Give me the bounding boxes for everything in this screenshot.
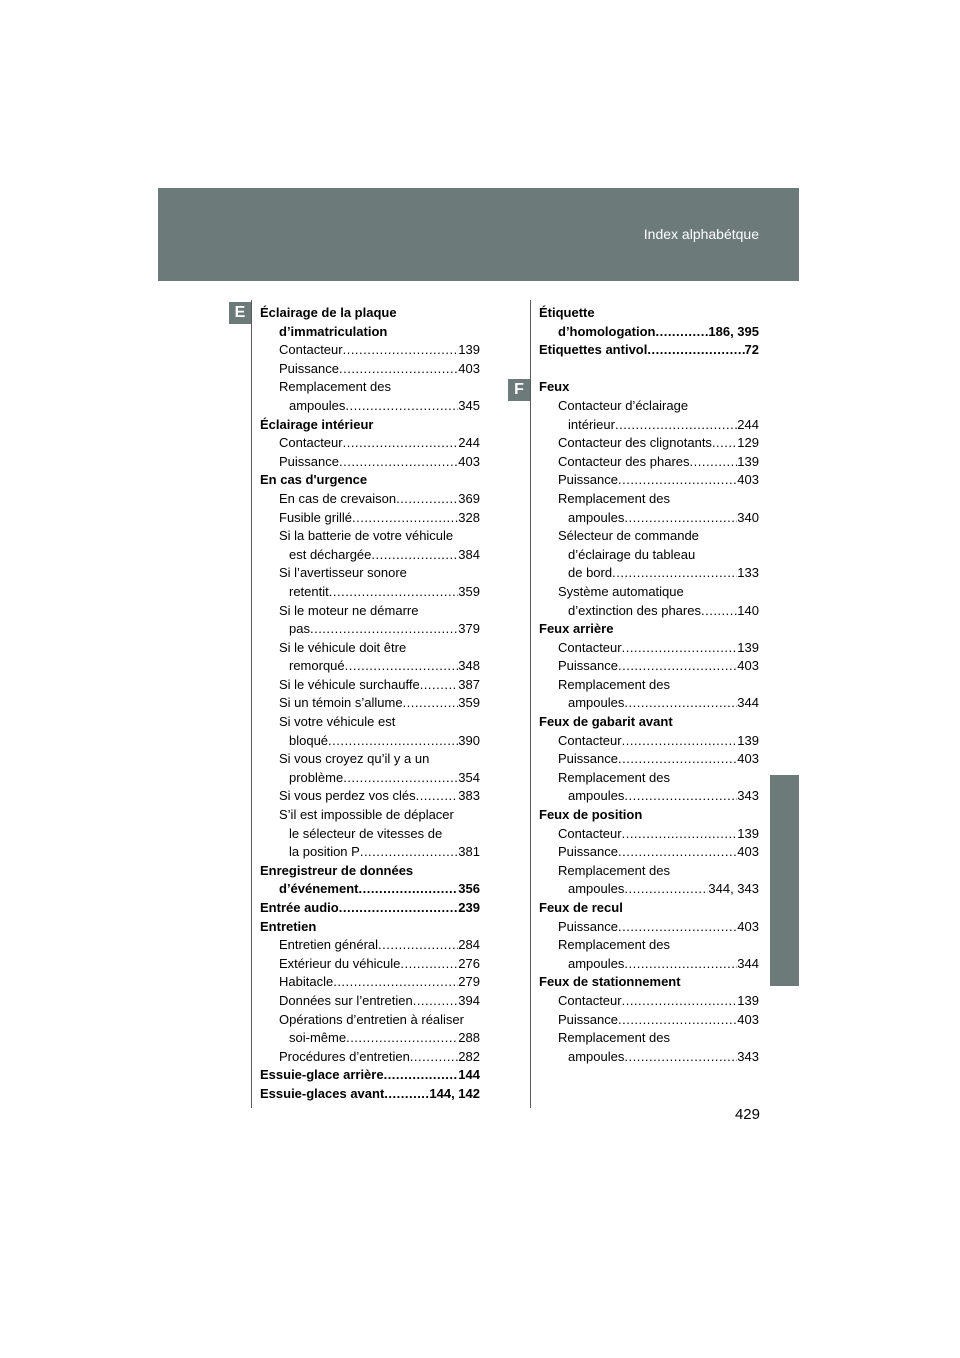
entry-text: Remplacement des bbox=[558, 676, 670, 692]
entry-text: Contacteur bbox=[279, 342, 343, 358]
entry-text: Puissance bbox=[279, 453, 339, 469]
page-reference[interactable]: 348 bbox=[458, 658, 480, 674]
entry-spacer bbox=[539, 360, 759, 379]
entry-text: Contacteur bbox=[558, 825, 622, 841]
entry-text: intérieur bbox=[568, 416, 615, 432]
index-subentry bbox=[539, 955, 759, 974]
index-subentry bbox=[539, 323, 759, 342]
dot-leader bbox=[618, 918, 737, 937]
entry-text: Étiquette bbox=[539, 305, 595, 320]
index-entry bbox=[539, 341, 759, 360]
entry-text: Si la batterie de votre véhicule bbox=[279, 528, 454, 544]
dot-leader bbox=[343, 341, 459, 360]
page-reference[interactable]: 284 bbox=[458, 937, 480, 953]
entry-text: Feux de stationnement bbox=[539, 974, 681, 990]
page-reference[interactable]: 384 bbox=[458, 546, 480, 562]
entry-text: la position P bbox=[289, 844, 360, 860]
page-reference[interactable]: 144, 142 bbox=[429, 1085, 480, 1101]
entry-text: Puissance bbox=[558, 844, 618, 860]
index-entry bbox=[539, 304, 759, 323]
page-reference[interactable]: 343 bbox=[737, 788, 759, 804]
entry-text: Éclairage intérieur bbox=[260, 416, 374, 432]
page-reference[interactable]: 288 bbox=[458, 1030, 480, 1046]
dot-leader bbox=[618, 750, 737, 769]
page-reference[interactable]: 403 bbox=[737, 918, 759, 934]
index-subentry bbox=[260, 769, 480, 788]
dot-leader bbox=[618, 1011, 737, 1030]
index-subentry bbox=[539, 880, 759, 899]
entry-text: Entrée audio bbox=[260, 900, 339, 915]
entry-text: Puissance bbox=[279, 360, 339, 376]
entry-text: d’homologation bbox=[558, 323, 656, 339]
entry-text: Si votre véhicule est bbox=[279, 714, 396, 730]
entry-text: Feux bbox=[539, 379, 570, 395]
index-entry bbox=[539, 713, 759, 732]
index-entry bbox=[539, 973, 759, 992]
index-subentry bbox=[539, 787, 759, 806]
page-reference[interactable]: 379 bbox=[458, 621, 480, 637]
dot-leader bbox=[618, 471, 737, 490]
entry-text: ampoules bbox=[568, 881, 625, 897]
dot-leader bbox=[624, 880, 708, 899]
chapter-side-tab bbox=[770, 775, 799, 986]
entry-text: Puissance bbox=[558, 472, 618, 488]
index-subentry bbox=[539, 416, 759, 435]
index-entry bbox=[539, 620, 759, 639]
dot-leader bbox=[352, 509, 458, 528]
index-subentry bbox=[260, 955, 480, 974]
index-subentry bbox=[539, 936, 759, 955]
index-subentry bbox=[539, 583, 759, 602]
index-subentry bbox=[260, 341, 480, 360]
index-subentry bbox=[260, 602, 480, 621]
page-reference[interactable]: 279 bbox=[458, 974, 480, 990]
page-reference[interactable]: 328 bbox=[458, 509, 480, 525]
entry-text: Si vous croyez qu’il y a un bbox=[279, 751, 430, 767]
entry-text: Remplacement des bbox=[558, 862, 670, 878]
index-subentry bbox=[260, 564, 480, 583]
entry-text: En cas de crevaison bbox=[279, 490, 397, 506]
entry-text: ampoules bbox=[568, 695, 625, 711]
index-subentry bbox=[260, 973, 480, 992]
entry-text: Procédures d’entretien bbox=[279, 1048, 410, 1064]
index-entry bbox=[260, 1066, 480, 1085]
entry-text: d’éclairage du tableau bbox=[568, 546, 696, 562]
index-subentry bbox=[260, 378, 480, 397]
index-subentry bbox=[539, 843, 759, 862]
entry-text: Si vous perdez vos clés bbox=[279, 788, 416, 804]
dot-leader bbox=[328, 732, 458, 751]
index-subentry bbox=[539, 992, 759, 1011]
page-reference[interactable]: 72 bbox=[744, 342, 759, 358]
dot-leader bbox=[416, 787, 459, 806]
entry-text: Feux de recul bbox=[539, 900, 623, 915]
section-title: Index alphabétque bbox=[643, 226, 759, 242]
page-reference[interactable]: 390 bbox=[458, 732, 480, 748]
page-reference[interactable]: 282 bbox=[458, 1048, 480, 1064]
page-reference[interactable]: 354 bbox=[458, 769, 480, 785]
entry-text: En cas d'urgence bbox=[260, 472, 368, 488]
entry-text: ampoules bbox=[568, 1048, 625, 1064]
entry-text: Données sur l’entretien bbox=[279, 992, 413, 1008]
index-subentry bbox=[539, 527, 759, 546]
dot-leader bbox=[690, 453, 738, 472]
page-reference[interactable]: 403 bbox=[737, 472, 759, 488]
dot-leader bbox=[712, 434, 737, 453]
entry-text: Habitacle bbox=[279, 974, 334, 990]
page-reference[interactable]: 359 bbox=[458, 583, 480, 599]
index-subentry bbox=[539, 434, 759, 453]
index-subentry bbox=[260, 1029, 480, 1048]
index-column-right bbox=[539, 304, 759, 1066]
index-subentry bbox=[260, 1011, 480, 1030]
dot-leader bbox=[618, 657, 737, 676]
entry-text: Feux arrière bbox=[539, 621, 614, 637]
entry-text: d’immatriculation bbox=[279, 323, 388, 339]
dot-leader bbox=[396, 490, 458, 509]
entry-text: Si le moteur ne démarre bbox=[279, 602, 419, 618]
page-reference[interactable]: 403 bbox=[737, 658, 759, 674]
entry-text: Si le véhicule surchauffe bbox=[279, 676, 420, 692]
index-subentry bbox=[539, 1029, 759, 1048]
entry-text: Remplacement des bbox=[558, 937, 670, 953]
index-subentry bbox=[539, 657, 759, 676]
entry-text: Extérieur du véhicule bbox=[279, 955, 401, 971]
dot-leader bbox=[346, 1029, 458, 1048]
page-reference[interactable]: 369 bbox=[458, 490, 480, 506]
page-reference[interactable]: 394 bbox=[458, 992, 480, 1008]
dot-leader bbox=[612, 564, 737, 583]
index-subentry bbox=[260, 1048, 480, 1067]
index-subentry bbox=[260, 787, 480, 806]
page-reference[interactable]: 344 bbox=[737, 955, 759, 971]
index-subentry bbox=[539, 825, 759, 844]
index-subentry bbox=[539, 750, 759, 769]
entry-text: S’il est impossible de déplacer bbox=[279, 807, 454, 823]
index-subentry bbox=[539, 732, 759, 751]
entry-text: Puissance bbox=[558, 658, 618, 674]
entry-text: retentit bbox=[289, 583, 329, 599]
entry-text: Puissance bbox=[558, 751, 618, 767]
index-subentry bbox=[260, 397, 480, 416]
header-band bbox=[158, 188, 799, 281]
index-subentry bbox=[260, 546, 480, 565]
index-subentry bbox=[539, 546, 759, 565]
dot-leader bbox=[400, 955, 458, 974]
page-reference[interactable]: 383 bbox=[458, 788, 480, 804]
index-entry bbox=[539, 378, 759, 397]
index-subentry bbox=[260, 676, 480, 695]
page-reference[interactable]: 244 bbox=[458, 435, 480, 451]
dot-leader bbox=[655, 323, 708, 342]
dot-leader bbox=[384, 1085, 429, 1104]
dot-leader bbox=[624, 694, 737, 713]
index-subentry bbox=[260, 992, 480, 1011]
dot-leader bbox=[410, 1048, 458, 1067]
entry-text: Si le véhicule doit être bbox=[279, 639, 407, 655]
entry-text: ampoules bbox=[568, 788, 625, 804]
page-reference[interactable]: 139 bbox=[737, 992, 759, 1008]
index-entry bbox=[260, 899, 480, 918]
page-reference[interactable]: 340 bbox=[737, 509, 759, 525]
entry-text: Essuie-glace arrière bbox=[260, 1067, 384, 1083]
dot-leader bbox=[403, 694, 459, 713]
page-reference[interactable]: 133 bbox=[737, 565, 759, 581]
index-subentry bbox=[539, 1011, 759, 1030]
entry-text: remorqué bbox=[289, 658, 345, 674]
index-subentry bbox=[539, 769, 759, 788]
index-column-left bbox=[260, 304, 480, 1104]
index-subentry bbox=[260, 732, 480, 751]
section-letter-f: F bbox=[508, 379, 530, 401]
dot-leader bbox=[615, 416, 737, 435]
dot-leader bbox=[310, 620, 458, 639]
index-subentry bbox=[260, 936, 480, 955]
dot-leader bbox=[333, 973, 458, 992]
entry-text: Contacteur bbox=[558, 732, 622, 748]
entry-text: Contacteur bbox=[558, 639, 622, 655]
dot-leader bbox=[339, 899, 459, 918]
dot-leader bbox=[701, 602, 737, 621]
index-subentry bbox=[539, 490, 759, 509]
page-reference[interactable]: 403 bbox=[458, 360, 480, 376]
page-reference[interactable]: 276 bbox=[458, 955, 480, 971]
index-subentry bbox=[539, 397, 759, 416]
entry-text: ampoules bbox=[289, 397, 346, 413]
index-subentry bbox=[260, 509, 480, 528]
entry-text: Contacteur des phares bbox=[558, 453, 690, 469]
entry-text: Entretien bbox=[260, 918, 317, 934]
entry-text: d’événement bbox=[279, 881, 359, 897]
dot-leader bbox=[624, 1048, 737, 1067]
entry-text: d’extinction des phares bbox=[568, 602, 701, 618]
page-number: 429 bbox=[734, 1106, 760, 1123]
dot-leader bbox=[345, 397, 458, 416]
page-reference[interactable]: 344, 343 bbox=[708, 881, 759, 897]
dot-leader bbox=[624, 955, 737, 974]
index-subentry bbox=[539, 639, 759, 658]
page-reference[interactable]: 139 bbox=[737, 825, 759, 841]
dot-leader bbox=[343, 434, 459, 453]
entry-text: bloqué bbox=[289, 732, 329, 748]
page-reference[interactable]: 244 bbox=[737, 416, 759, 432]
dot-leader bbox=[384, 1066, 459, 1085]
dot-leader bbox=[358, 880, 458, 899]
page-reference[interactable]: 403 bbox=[458, 453, 480, 469]
entry-text: Puissance bbox=[558, 918, 618, 934]
entry-text: le sélecteur de vitesses de bbox=[289, 825, 443, 841]
entry-text: Contacteur bbox=[279, 435, 343, 451]
index-subentry bbox=[260, 806, 480, 825]
entry-text: ampoules bbox=[568, 955, 625, 971]
index-entry bbox=[260, 918, 480, 937]
entry-text: pas bbox=[289, 621, 310, 637]
page-reference[interactable]: 345 bbox=[458, 397, 480, 413]
right-column-rule bbox=[530, 300, 531, 1108]
page-reference[interactable]: 139 bbox=[737, 639, 759, 655]
page-reference[interactable]: 344 bbox=[737, 695, 759, 711]
page-reference[interactable]: 403 bbox=[737, 844, 759, 860]
dot-leader bbox=[343, 769, 458, 788]
dot-leader bbox=[360, 843, 458, 862]
dot-leader bbox=[339, 453, 458, 472]
dot-leader bbox=[371, 546, 458, 565]
entry-text: de bord bbox=[568, 565, 613, 581]
index-subentry bbox=[539, 1048, 759, 1067]
page-reference[interactable]: 139 bbox=[458, 342, 480, 358]
index-subentry bbox=[260, 490, 480, 509]
page-reference[interactable]: 140 bbox=[737, 602, 759, 618]
index-entry bbox=[260, 1085, 480, 1104]
index-subentry bbox=[260, 694, 480, 713]
index-subentry bbox=[260, 453, 480, 472]
dot-leader bbox=[647, 341, 744, 360]
index-subentry bbox=[539, 694, 759, 713]
entry-text: Système automatique bbox=[558, 583, 684, 599]
index-subentry bbox=[539, 564, 759, 583]
index-subentry bbox=[260, 750, 480, 769]
dot-leader bbox=[618, 843, 737, 862]
entry-text: ampoules bbox=[568, 509, 625, 525]
entry-text: Feux de gabarit avant bbox=[539, 714, 673, 730]
entry-text: problème bbox=[289, 769, 344, 785]
entry-text: Opérations d’entretien à réaliser bbox=[279, 1011, 464, 1027]
dot-leader bbox=[624, 787, 737, 806]
entry-text: Puissance bbox=[558, 1011, 618, 1027]
entry-text: Remplacement des bbox=[558, 1030, 670, 1046]
index-subentry bbox=[260, 434, 480, 453]
entry-text: Contacteur des clignotants bbox=[558, 435, 712, 451]
index-subentry bbox=[260, 360, 480, 379]
index-subentry bbox=[260, 620, 480, 639]
left-column-rule bbox=[251, 300, 252, 1108]
dot-leader bbox=[339, 360, 458, 379]
index-subentry bbox=[260, 323, 480, 342]
entry-text: Etiquettes antivol bbox=[539, 342, 648, 358]
entry-text: Si l’avertisseur sonore bbox=[279, 565, 407, 581]
entry-text: Essuie-glaces avant bbox=[260, 1085, 385, 1101]
entry-text: Remplacement des bbox=[558, 769, 670, 785]
entry-text: Sélecteur de commande bbox=[558, 528, 699, 544]
dot-leader bbox=[622, 639, 738, 658]
entry-text: est déchargée bbox=[289, 546, 372, 562]
index-subentry bbox=[260, 639, 480, 658]
index-entry bbox=[539, 806, 759, 825]
page-reference[interactable]: 239 bbox=[458, 900, 480, 915]
entry-text: Fusible grillé bbox=[279, 509, 352, 525]
entry-text: Contacteur bbox=[558, 992, 622, 1008]
entry-text: Enregistreur de données bbox=[260, 862, 414, 878]
page-reference[interactable]: 387 bbox=[458, 676, 480, 692]
page-reference[interactable]: 129 bbox=[737, 435, 759, 451]
dot-leader bbox=[420, 676, 459, 695]
page-reference[interactable]: 381 bbox=[458, 844, 480, 860]
dot-leader bbox=[622, 992, 738, 1011]
index-entry bbox=[260, 416, 480, 435]
index-subentry bbox=[260, 843, 480, 862]
dot-leader bbox=[345, 657, 459, 676]
dot-leader bbox=[378, 936, 458, 955]
index-subentry bbox=[539, 862, 759, 881]
page-reference[interactable]: 356 bbox=[458, 881, 480, 897]
entry-text: Si un témoin s’allume bbox=[279, 695, 403, 711]
entry-text: Feux de position bbox=[539, 807, 643, 823]
index-subentry bbox=[260, 713, 480, 732]
page-reference[interactable]: 343 bbox=[737, 1048, 759, 1064]
dot-leader bbox=[329, 583, 459, 602]
entry-text: soi-même bbox=[289, 1030, 347, 1046]
index-subentry bbox=[260, 657, 480, 676]
index-subentry bbox=[539, 509, 759, 528]
page-reference[interactable]: 139 bbox=[737, 732, 759, 748]
page-reference[interactable]: 186, 395 bbox=[708, 323, 759, 339]
page-reference[interactable]: 403 bbox=[737, 1011, 759, 1027]
index-subentry bbox=[539, 471, 759, 490]
entry-text: Éclairage de la plaque bbox=[260, 305, 397, 320]
entry-text: Remplacement des bbox=[558, 490, 670, 506]
entry-text: Contacteur d’éclairage bbox=[558, 397, 689, 413]
index-subentry bbox=[539, 676, 759, 695]
index-subentry bbox=[260, 880, 480, 899]
index-subentry bbox=[260, 825, 480, 844]
page-reference[interactable]: 359 bbox=[458, 695, 480, 711]
section-letter-e: E bbox=[229, 302, 251, 324]
page-reference[interactable]: 139 bbox=[737, 453, 759, 469]
index-subentry bbox=[260, 527, 480, 546]
index-subentry bbox=[260, 583, 480, 602]
index-entry bbox=[539, 899, 759, 918]
index-subentry bbox=[539, 453, 759, 472]
entry-text: Remplacement des bbox=[279, 379, 391, 395]
index-entry bbox=[260, 304, 480, 323]
index-entry bbox=[260, 862, 480, 881]
dot-leader bbox=[624, 509, 737, 528]
dot-leader bbox=[622, 732, 738, 751]
entry-text: Entretien général bbox=[279, 937, 379, 953]
index-subentry bbox=[539, 918, 759, 937]
dot-leader bbox=[413, 992, 459, 1011]
page-reference[interactable]: 144 bbox=[458, 1067, 480, 1083]
page-reference[interactable]: 403 bbox=[737, 751, 759, 767]
dot-leader bbox=[622, 825, 738, 844]
index-subentry bbox=[539, 602, 759, 621]
index-entry bbox=[260, 471, 480, 490]
